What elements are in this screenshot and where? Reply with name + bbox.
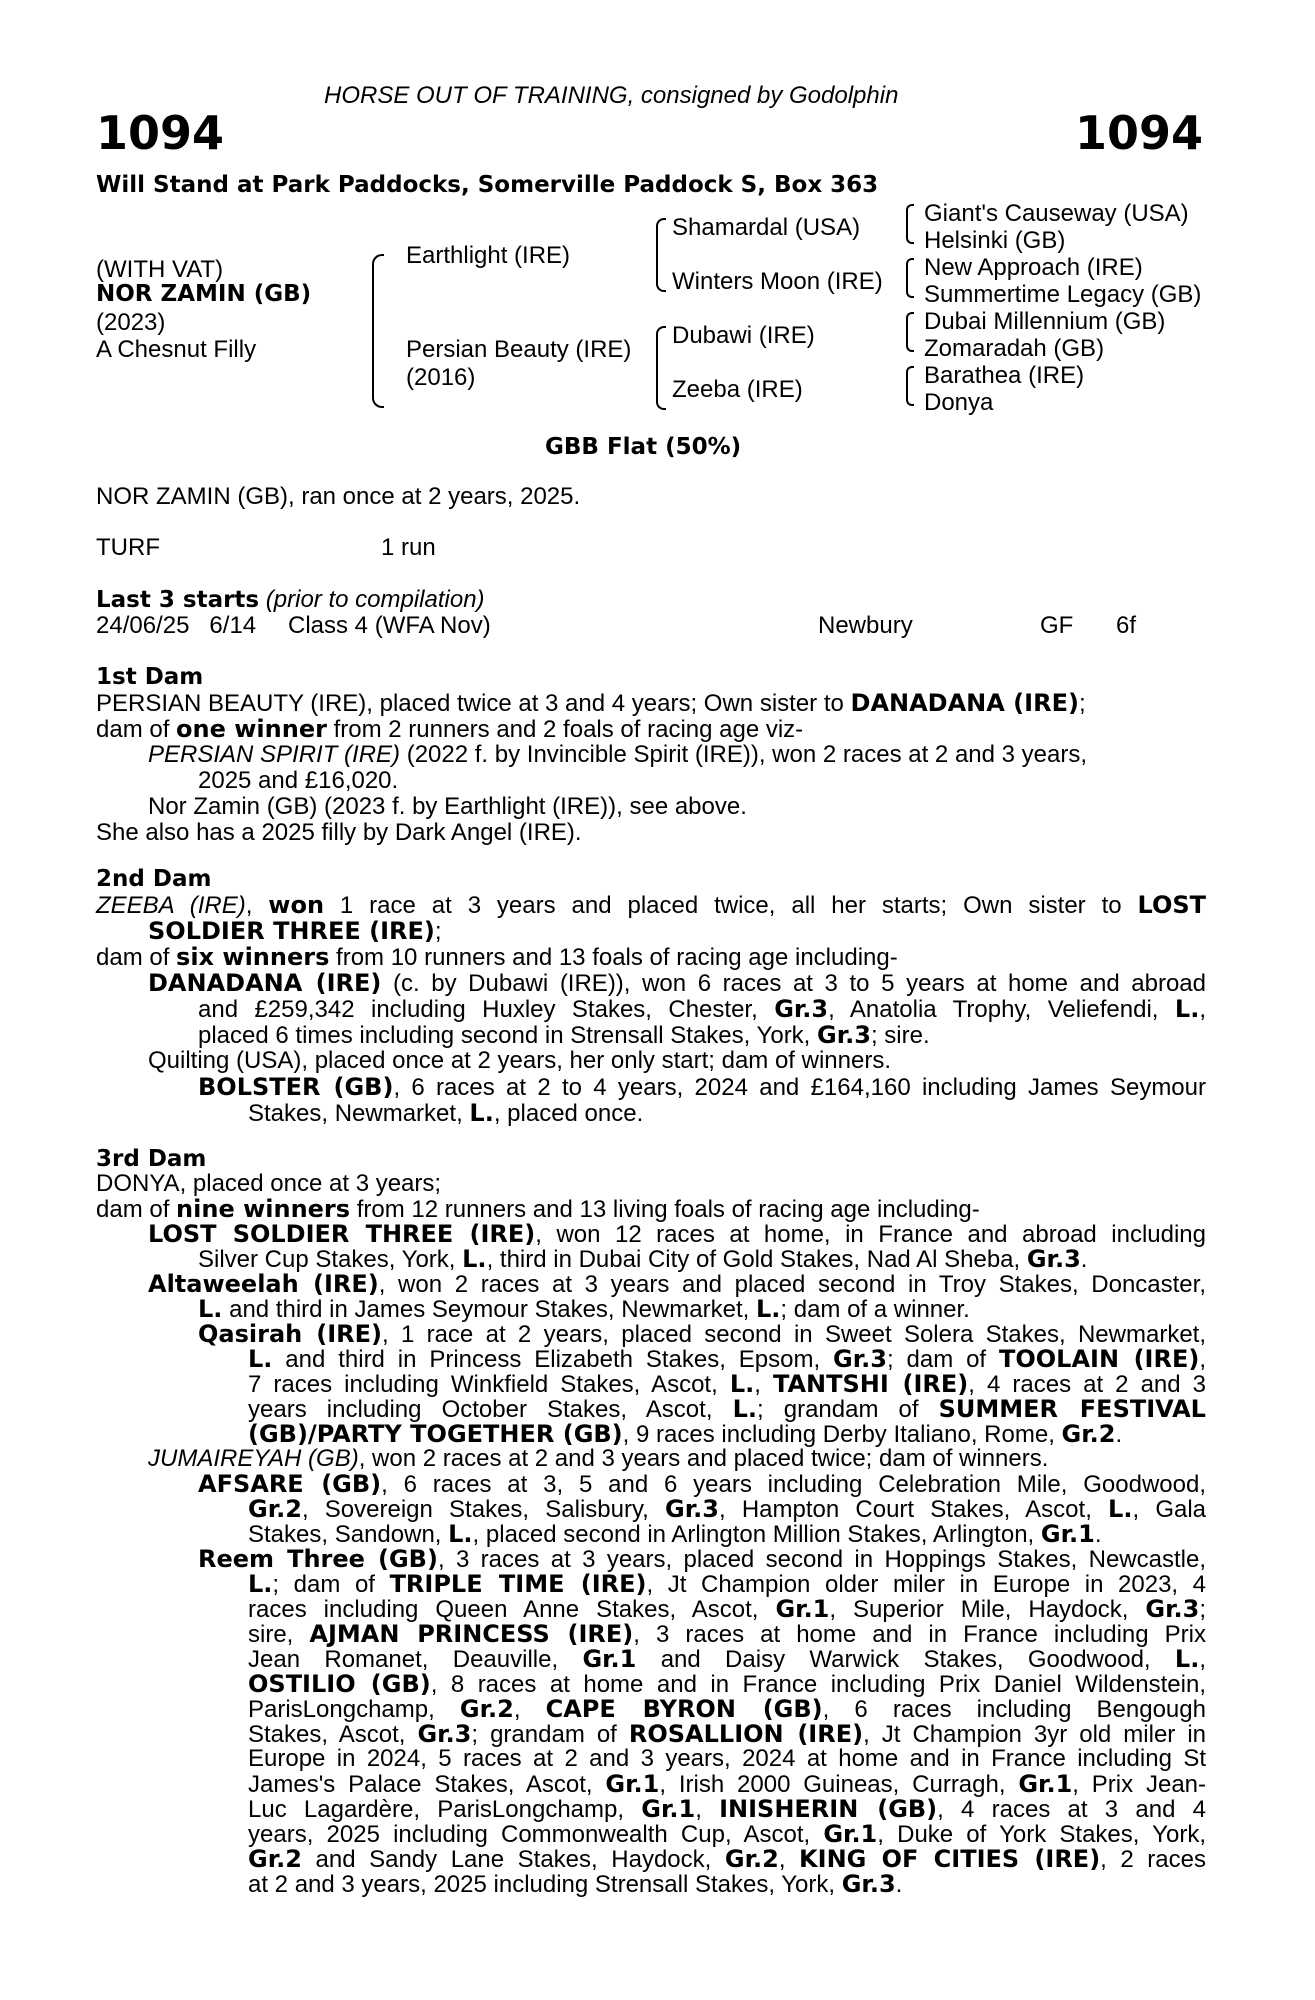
text: , 9 races including Derby Italiano, Rome,: [622, 1421, 1062, 1448]
text: ; grandam of: [471, 1721, 629, 1748]
third-dam-line-18: [248, 1596, 1206, 1623]
second-dam-line-7: Quilting (USA), placed once at 2 years, her only start; dam of winners.: [148, 1047, 892, 1074]
sire-sire: Shamardal (USA): [672, 214, 861, 241]
lot-number-right: 1094: [1074, 106, 1203, 160]
text: , won 12 races at home, in France and abroad including: [535, 1221, 1207, 1248]
horse-link: LOST: [1137, 891, 1206, 919]
third-dam-line-11: [248, 1421, 1122, 1448]
third-dam-line-26: [248, 1796, 1206, 1823]
text: 7 races including Winkfield Stakes, Ascot,: [248, 1371, 730, 1398]
text: ,: [245, 892, 269, 919]
text: and Sandy Lane Stakes, Haydock,: [301, 1846, 725, 1873]
text: dam of: [96, 944, 177, 971]
text: .: [1115, 1421, 1123, 1448]
grade: Gr.2: [1061, 1420, 1116, 1448]
rating-badge: GBB Flat (50%): [545, 434, 742, 460]
horse-link: PERSIAN SPIRIT (IRE): [148, 741, 401, 768]
text: , 6 races at 2 to 4 years, 2024 and £164,160 including James Seymour: [393, 1074, 1206, 1101]
ancestor-3: New Approach (IRE): [924, 254, 1143, 281]
third-dam-line-13: [198, 1471, 1206, 1498]
third-dam-line-17: [248, 1571, 1206, 1598]
third-dam-line-1: DONYA, placed once at 3 years;: [96, 1170, 442, 1197]
grade: Gr.1: [582, 1645, 637, 1673]
grade: L.: [448, 1520, 473, 1548]
grade: Gr.2: [248, 1845, 302, 1873]
pedigree-brace-5: [906, 258, 914, 298]
text: Jean Romanet, Deauville,: [248, 1646, 583, 1673]
text: Stakes, Newmarket,: [248, 1100, 470, 1127]
horse-link: LOST SOLDIER THREE (IRE): [148, 1220, 536, 1248]
text: ;: [1199, 1596, 1206, 1623]
grade: Gr.1: [1040, 1520, 1095, 1548]
text: .: [1094, 1521, 1102, 1548]
horse-link: OSTILIO (GB): [248, 1670, 431, 1698]
text: 1 race at 3 years and placed twice, all her starts; Own sister to: [324, 892, 1138, 919]
horse-link: ZEEBA (IRE): [96, 892, 246, 919]
text: Luc Lagardère, ParisLongchamp,: [248, 1796, 642, 1823]
text: and third in James Seymour Stakes, Newmarket,: [222, 1296, 756, 1323]
text: , 3 races at 3 years, placed second in Hoppings Stakes, Newcastle,: [437, 1546, 1206, 1573]
text: won: [268, 891, 325, 919]
text: , 8 races at home and in France including Prix Daniel Wildenstein,: [430, 1671, 1206, 1698]
text: , 1 race at 2 years, placed second in Sweet Solera Stakes, Newmarket,: [381, 1321, 1207, 1348]
text: ,: [754, 1371, 773, 1398]
horse-link: TANTSHI (IRE): [772, 1370, 969, 1398]
text: and third in Princess Elizabeth Stakes, Epsom,: [272, 1346, 834, 1373]
grade: Gr.3: [817, 1021, 871, 1049]
horse-link: AJMAN PRINCESS (IRE): [309, 1620, 634, 1648]
text: , Anatolia Trophy, Veliefendi,: [828, 996, 1175, 1023]
text: ; dam of: [886, 1346, 999, 1373]
winner-count: six winners: [176, 943, 330, 971]
text: , Duke of York Stakes, York,: [877, 1821, 1206, 1848]
text: ,: [695, 1796, 720, 1823]
text: ;: [1078, 690, 1086, 717]
grade: L.: [732, 1395, 757, 1423]
winner-count: nine winners: [176, 1195, 351, 1223]
text: ; grandam of: [756, 1396, 939, 1423]
horse-link: BOLSTER (GB): [198, 1073, 394, 1101]
horse-year: (2023): [96, 309, 166, 336]
text: (c. by Dubawi (IRE)), won 6 races at 3 to 5 years at home and abroad: [381, 970, 1207, 997]
text: , won 2 races at 3 years and placed second in Troy Stakes, Doncaster,: [378, 1271, 1206, 1298]
horse-link: KING OF CITIES (IRE): [799, 1845, 1101, 1873]
text: races including Queen Anne Stakes, Ascot,: [248, 1596, 776, 1623]
text: , 6 races at 3, 5 and 6 years including Celebration Mile, Goodwood,: [381, 1471, 1206, 1498]
second-dam-line-8: [198, 1074, 1206, 1101]
pedigree-brace-6: [906, 312, 914, 352]
grade: Gr.1: [823, 1820, 878, 1848]
horse-link: (GB)/PARTY TOGETHER (GB): [248, 1420, 623, 1448]
dam-year: (2016): [406, 364, 476, 391]
pedigree-brace-7: [906, 366, 914, 406]
grade: Gr.1: [641, 1795, 696, 1823]
horse-link: SUMMER FESTIVAL: [938, 1395, 1206, 1423]
text: from 2 runners and 2 foals of racing age viz-: [326, 716, 804, 743]
start-race: Class 4 (WFA Nov): [288, 612, 491, 639]
start-course: Newbury: [818, 612, 913, 639]
text: (2022 f. by Invincible Spirit (IRE)), won 2 races at 2 and 3 years,: [400, 741, 1088, 768]
first-dam-line-3: [148, 742, 1087, 768]
sire: Earthlight (IRE): [406, 242, 571, 269]
third-dam-line-7: [198, 1321, 1206, 1348]
horse-name: NOR ZAMIN (GB): [96, 281, 312, 307]
lot-number-left: 1094: [96, 106, 225, 160]
third-dam-heading: 3rd Dam: [96, 1146, 207, 1172]
grade: L.: [248, 1570, 273, 1598]
text: , placed once.: [493, 1100, 644, 1127]
stand-location: Will Stand at Park Paddocks, Somerville Paddock S, Box 363: [96, 172, 879, 198]
grade: Gr.1: [1018, 1770, 1073, 1798]
second-dam-heading: 2nd Dam: [96, 866, 212, 892]
grade: L.: [198, 1295, 223, 1323]
text: , Jt Champion 3yr old miler in: [863, 1721, 1206, 1748]
text: , 3 races at home and in France including Prix: [633, 1621, 1206, 1648]
horse-link: SOLDIER THREE (IRE): [148, 917, 435, 945]
text: , 2 races: [1100, 1846, 1206, 1873]
third-dam-line-2: [96, 1196, 980, 1223]
first-dam-line-6: She also has a 2025 filly by Dark Angel (IRE).: [96, 819, 582, 846]
consignment-line: HORSE OUT OF TRAINING, consigned by Godolphin: [324, 82, 899, 109]
horse-link: Qasirah (IRE): [198, 1320, 382, 1348]
grade: Gr.1: [775, 1595, 830, 1623]
ancestor-1: Giant's Causeway (USA): [924, 200, 1189, 227]
third-dam-line-15: [248, 1521, 1101, 1548]
text: , Irish 2000 Guineas, Curragh,: [659, 1771, 1019, 1798]
second-dam-line-6: [198, 1022, 930, 1049]
text: ; dam of a winner.: [780, 1296, 970, 1323]
horse-link: AFSARE (GB): [198, 1470, 382, 1498]
grade: L.: [755, 1295, 781, 1323]
text: , won 2 races at 2 and 3 years and placed twice; dam of winners.: [358, 1445, 1049, 1472]
third-dam-line-27: [248, 1821, 1206, 1848]
grade: L.: [729, 1370, 755, 1398]
grade: L.: [1174, 995, 1200, 1023]
winner-count: one winner: [176, 715, 327, 743]
third-dam-line-4: [198, 1246, 1087, 1273]
first-dam-heading: 1st Dam: [96, 664, 204, 690]
text: dam of: [96, 1196, 177, 1223]
text: ,: [1199, 996, 1206, 1023]
text: years, 2025 including Commonwealth Cup, Ascot,: [248, 1821, 824, 1848]
second-dam-line-3: [96, 944, 898, 971]
third-dam-line-10: [248, 1396, 1206, 1423]
text: and Daisy Warwick Stakes, Goodwood,: [636, 1646, 1175, 1673]
first-dam-line-2: [96, 716, 803, 743]
first-dam-line-4: 2025 and £16,020.: [198, 767, 399, 794]
text: from 10 runners and 13 foals of racing age including-: [329, 944, 898, 971]
grade: Gr.3: [1145, 1595, 1200, 1623]
text: PERSIAN BEAUTY (IRE), placed twice at 3 and 4 years; Own sister to: [96, 690, 851, 717]
text: ; dam of: [272, 1571, 390, 1598]
grade: Gr.3: [417, 1720, 472, 1748]
horse-link: TRIPLE TIME (IRE): [389, 1570, 647, 1598]
text: , Jt Champion older miler in Europe in 2023, 4: [646, 1571, 1207, 1598]
third-dam-line-16: [198, 1546, 1206, 1573]
grade: Gr.3: [833, 1345, 887, 1373]
grade: Gr.3: [665, 1495, 719, 1523]
grade: Gr.1: [605, 1770, 660, 1798]
third-dam-line-20: [248, 1646, 1206, 1673]
horse-link: JUMAIREYAH (GB): [148, 1445, 359, 1472]
dam-dam: Zeeba (IRE): [672, 376, 803, 403]
horse-link: TOOLAIN (IRE): [998, 1345, 1200, 1373]
text: ,: [1199, 1346, 1207, 1373]
horse-link: CAPE BYRON (GB): [545, 1695, 823, 1723]
text: , Sovereign Stakes, Salisbury,: [301, 1496, 666, 1523]
dam-sire: Dubawi (IRE): [672, 322, 815, 349]
text: Silver Cup Stakes, York,: [198, 1246, 463, 1273]
ancestor-6: Zomaradah (GB): [924, 335, 1105, 362]
race-summary: NOR ZAMIN (GB), ran once at 2 years, 2025.: [96, 483, 581, 510]
grade: Gr.3: [841, 1870, 896, 1898]
text: , 6 races including Bengough: [822, 1696, 1206, 1723]
horse-link: ROSALLION (IRE): [628, 1720, 864, 1748]
text: , Superior Mile, Haydock,: [829, 1596, 1146, 1623]
last-starts-note: (prior to compilation): [265, 586, 485, 613]
vat-note: (WITH VAT): [96, 256, 224, 283]
grade: L.: [462, 1245, 487, 1273]
text: dam of: [96, 716, 177, 743]
text: , Prix Jean-: [1072, 1771, 1207, 1798]
third-dam-line-24: Europe in 2024, 5 races at 2 and 3 years, 2024 at home and in France including St: [248, 1745, 1206, 1772]
ancestor-5: Dubai Millennium (GB): [924, 308, 1166, 335]
horse-link: DANADANA (IRE): [850, 689, 1079, 717]
start-distance: 6f: [1116, 612, 1137, 639]
text: sire,: [248, 1621, 310, 1648]
second-dam-line-2: [148, 918, 442, 945]
horse-description: A Chesnut Filly: [96, 336, 257, 363]
text: Stakes, Sandown,: [248, 1521, 449, 1548]
ancestor-7: Barathea (IRE): [924, 362, 1085, 389]
grade: Gr.2: [724, 1845, 779, 1873]
grade: L.: [469, 1099, 494, 1127]
grade: Gr.3: [774, 995, 829, 1023]
text: ,: [778, 1846, 800, 1873]
text: , third in Dubai City of Gold Stakes, Nad Al Sheba,: [486, 1246, 1027, 1273]
start-going: GF: [1040, 612, 1074, 639]
first-dam-line-1: [96, 690, 1086, 717]
text: , placed second in Arlington Million Stakes, Arlington,: [472, 1521, 1041, 1548]
horse-link: Altaweelah (IRE): [148, 1270, 379, 1298]
turf-label: TURF: [96, 534, 160, 561]
pedigree-brace-4: [906, 204, 914, 244]
third-dam-line-28: [248, 1846, 1206, 1873]
first-dam-line-5: Nor Zamin (GB) (2023 f. by Earthlight (IRE)), see above.: [148, 793, 747, 820]
text: from 12 runners and 13 living foals of racing age including-: [350, 1196, 980, 1223]
text: placed 6 times including second in Strensall Stakes, York,: [198, 1022, 818, 1049]
text: years including October Stakes, Ascot,: [248, 1396, 733, 1423]
text: , 4 races at 2 and 3: [968, 1371, 1207, 1398]
third-dam-line-9: [248, 1371, 1206, 1398]
third-dam-line-8: [248, 1346, 1206, 1373]
text: ParisLongchamp,: [248, 1696, 460, 1723]
text: Stakes, Ascot,: [248, 1721, 418, 1748]
third-dam-line-22: [248, 1696, 1206, 1723]
third-dam-line-5: [148, 1271, 1206, 1298]
pedigree-brace-3: [656, 326, 666, 410]
grade: L.: [1108, 1495, 1133, 1523]
last-starts-title: Last 3 starts: [96, 587, 260, 613]
third-dam-line-25: [248, 1771, 1206, 1798]
grade: Gr.3: [1026, 1245, 1081, 1273]
third-dam-line-12: [148, 1446, 1048, 1472]
text: , 4 races at 3 and 4: [937, 1796, 1206, 1823]
text: and £259,342 including Huxley Stakes, Chester,: [198, 996, 775, 1023]
horse-link: INISHERIN (GB): [719, 1795, 938, 1823]
text: , Hampton Court Stakes, Ascot,: [718, 1496, 1109, 1523]
third-dam-line-21: [248, 1671, 1206, 1698]
last-starts-heading: [96, 586, 485, 614]
ancestor-2: Helsinki (GB): [924, 227, 1066, 254]
grade: Gr.2: [459, 1695, 514, 1723]
third-dam-line-6: [198, 1296, 970, 1323]
ancestor-4: Summertime Legacy (GB): [924, 281, 1202, 308]
turf-runs: 1 run: [381, 534, 436, 561]
grade: Gr.2: [248, 1495, 302, 1523]
pedigree-brace-2: [656, 218, 666, 292]
text: ; sire.: [870, 1022, 930, 1049]
grade: L.: [1174, 1645, 1200, 1673]
second-dam-line-9: [248, 1100, 643, 1127]
pedigree-brace-1: [372, 254, 384, 408]
third-dam-line-14: [248, 1496, 1206, 1523]
dam: Persian Beauty (IRE): [406, 336, 632, 363]
third-dam-line-23: [248, 1721, 1206, 1748]
third-dam-line-29: [248, 1871, 902, 1898]
text: ;: [434, 918, 442, 945]
text: ,: [513, 1696, 546, 1723]
third-dam-line-3: [148, 1221, 1206, 1248]
horse-link: Reem Three (GB): [198, 1545, 438, 1573]
start-date-position: 24/06/25 6/14: [96, 612, 257, 639]
horse-link: DANADANA (IRE): [148, 969, 382, 997]
second-dam-line-5: [198, 996, 1206, 1023]
text: at 2 and 3 years, 2025 including Strensall Stakes, York,: [248, 1871, 842, 1898]
sire-dam: Winters Moon (IRE): [672, 268, 883, 295]
text: ,: [1199, 1646, 1206, 1673]
text: .: [895, 1871, 903, 1898]
text: James's Palace Stakes, Ascot,: [248, 1771, 606, 1798]
second-dam-line-1: [96, 892, 1206, 919]
text: , Gala: [1132, 1496, 1207, 1523]
ancestor-8: Donya: [924, 389, 994, 416]
third-dam-line-19: [248, 1621, 1206, 1648]
grade: L.: [248, 1345, 273, 1373]
second-dam-line-4: [148, 970, 1206, 997]
text: .: [1080, 1246, 1088, 1273]
